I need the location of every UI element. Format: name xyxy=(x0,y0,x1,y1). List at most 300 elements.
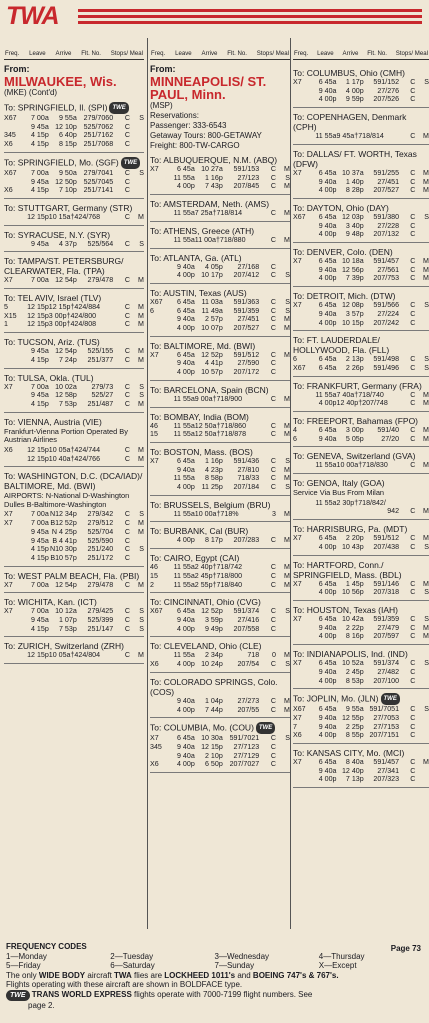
leave-time: 4 00p xyxy=(318,731,337,740)
arrive-time: 8 40a xyxy=(345,758,364,767)
leave-time: 4 15p xyxy=(31,140,49,149)
frequency-code: 6—Saturday xyxy=(110,961,155,970)
flight-number: 591/457 xyxy=(373,758,400,767)
route-destination: To: COPENHAGEN, Denmark (CPH) xyxy=(293,112,407,133)
stops: C xyxy=(124,122,130,131)
origin-code: (MKE) (Cont'd) xyxy=(4,88,58,97)
frequency xyxy=(4,240,24,249)
reservation-line: Reservations: xyxy=(150,111,199,120)
flight-number: 207/527 xyxy=(373,186,400,195)
flight-row xyxy=(293,507,429,516)
meal: S xyxy=(424,588,429,597)
flight-row xyxy=(4,446,144,455)
flight-row xyxy=(4,320,144,329)
stops: C xyxy=(270,580,276,589)
flight-number: 207/526 xyxy=(373,95,400,104)
stops: C xyxy=(124,239,130,248)
stops: C xyxy=(270,607,276,616)
frequency: X7 xyxy=(150,165,159,173)
leave-time: 4 00p xyxy=(318,95,337,104)
stops: C xyxy=(410,318,416,327)
leave-time: 9 45a xyxy=(31,177,49,186)
meal: M xyxy=(423,758,429,767)
frequency xyxy=(150,697,170,706)
stops: C xyxy=(410,426,416,435)
route-block xyxy=(293,412,429,447)
arrive-time: 10 00a†718/830 xyxy=(336,461,388,470)
meal: S xyxy=(285,456,290,465)
flight-row xyxy=(293,222,429,231)
stops: C xyxy=(124,391,130,400)
arrive-time: 2 45p†718/800 xyxy=(194,571,243,580)
leave-time: 4 00p xyxy=(177,705,195,714)
route-destination: To: ZURICH, Switzerland (ZRH) xyxy=(4,641,124,652)
flight-row xyxy=(4,651,144,660)
arrive-time: 8 53p xyxy=(345,676,364,685)
flight-number: 525/27 xyxy=(91,391,114,400)
route-block xyxy=(150,549,290,593)
flight-row xyxy=(293,435,429,444)
stops: C xyxy=(410,766,416,775)
frequency xyxy=(293,624,312,633)
frequency: 4 xyxy=(293,426,297,435)
header-leave: Leave xyxy=(317,50,334,57)
frequency: X7 xyxy=(293,301,302,310)
stops: C xyxy=(270,350,276,359)
flight-number xyxy=(223,430,259,439)
frequency: X7 xyxy=(4,519,13,528)
header-stops: Stops/ Meal xyxy=(395,50,428,57)
leave-time: 4 15p xyxy=(31,553,49,562)
frequency: 6 xyxy=(293,434,297,443)
frequency xyxy=(293,775,312,784)
flight-number: 207/100 xyxy=(373,676,400,685)
stops: C xyxy=(124,399,130,408)
arrive-time: 10 18a xyxy=(341,257,364,266)
flight-number: 207/54 xyxy=(237,660,260,669)
route-block xyxy=(293,377,429,412)
leave-time: 11 55a xyxy=(173,651,195,660)
flight-number: 591/566 xyxy=(373,301,400,310)
leave-time: 7 00a xyxy=(31,580,49,589)
flight-number: 279/425 xyxy=(87,607,114,616)
flight-row xyxy=(4,537,144,546)
frequency: 6 xyxy=(150,306,154,315)
stops: C xyxy=(410,461,416,470)
leave-time: 11 55a xyxy=(173,571,195,580)
arrive-time: 12 54p xyxy=(55,276,77,285)
leave-time: 6 45a xyxy=(177,607,195,616)
flight-row xyxy=(150,422,290,431)
stops: C xyxy=(124,382,130,391)
route-destination: To: CINCINNATI, Ohio (CVG) xyxy=(150,597,261,608)
flight-row xyxy=(150,660,290,669)
meal: M xyxy=(284,182,290,191)
meal: S xyxy=(424,705,429,714)
flight-row xyxy=(4,528,144,537)
leave-time: 6 45a xyxy=(318,363,337,372)
column-3 xyxy=(293,38,429,929)
arrive-time: 12 15p xyxy=(201,742,223,751)
origin-city: MINNEAPOLIS/ ST. PAUL, Minn. xyxy=(150,74,267,102)
route-note: AIRPORTS: N-National D-Washington Dulles B-Baltimore-Washington xyxy=(4,491,130,509)
flight-number: 718/33 xyxy=(237,474,260,483)
flight-row xyxy=(293,78,429,87)
meal: S xyxy=(285,173,290,182)
frequency xyxy=(150,616,170,625)
leave-time: 6 45a xyxy=(177,306,195,315)
leave-time: 9 40a xyxy=(318,86,337,95)
frequency xyxy=(293,95,312,104)
meal xyxy=(130,123,144,132)
flight-number: 591/374 xyxy=(373,659,400,668)
stops: C xyxy=(124,580,130,589)
leave-time: 9 40a xyxy=(318,434,337,443)
frequency: X7 xyxy=(293,534,302,543)
frequency: X7 xyxy=(293,758,302,767)
route-block xyxy=(293,243,429,287)
route-destination: To: BARCELONA, Spain (BCN) xyxy=(150,384,269,395)
arrive-time: 3 57p xyxy=(345,309,364,318)
flight-number: 207/132 xyxy=(373,230,400,239)
route-destination: To: AUSTIN, Texas (AUS) xyxy=(150,287,247,298)
flight-row xyxy=(150,298,290,307)
meal: S xyxy=(424,542,429,551)
meal: S xyxy=(139,168,144,177)
header-freq: Freq. xyxy=(294,50,309,57)
flight-number: 591/512 xyxy=(233,350,260,359)
flight-row xyxy=(4,545,144,554)
route-note: Frankfurt-Vienna Portion Operated By Austrian Airlines xyxy=(4,426,128,445)
stops: C xyxy=(410,542,416,551)
arrive-time: 5 05p xyxy=(345,434,364,443)
flight-number: 27/451 xyxy=(237,315,260,324)
frequency xyxy=(4,554,24,563)
leave-time: 12 15p xyxy=(27,445,49,454)
flight-number xyxy=(223,510,259,519)
meal: S xyxy=(139,624,144,633)
arrive-time: 12 15p†424/884 xyxy=(48,303,101,312)
meal: S xyxy=(424,614,429,623)
leave-time: 9 40a xyxy=(318,722,337,731)
route-destination: To: INDIANAPOLIS, Ind. (IND) xyxy=(293,649,408,660)
leave-time: 4 00p xyxy=(318,775,337,784)
frequency xyxy=(293,132,312,141)
meal: M xyxy=(138,311,144,320)
arrive-time: 2 55p†718/840 xyxy=(194,580,243,589)
arrive-time: 2 25p xyxy=(345,722,364,731)
frequency xyxy=(293,767,312,776)
frequency: X6 xyxy=(150,760,159,769)
leave-time: 6 45a xyxy=(318,758,337,767)
meal: M xyxy=(138,445,144,454)
arrive-time: 1 40p xyxy=(345,177,364,186)
flight-row xyxy=(293,543,429,552)
stops: C xyxy=(124,445,130,454)
frequency xyxy=(4,347,24,356)
flight-row xyxy=(293,274,429,283)
column-header xyxy=(293,38,429,60)
leave-time: 4 00p xyxy=(177,660,195,669)
flight-row xyxy=(150,263,290,272)
meal xyxy=(415,87,429,96)
meal: M xyxy=(423,507,429,516)
stops: C xyxy=(410,722,416,731)
route-destination: To: CLEVELAND, Ohio (CLE) xyxy=(150,641,262,652)
frequency: X7 xyxy=(4,276,13,285)
from-label: From: xyxy=(4,64,30,74)
origin-code: (MSP) xyxy=(150,101,173,110)
flight-row xyxy=(150,395,290,404)
leave-time: 7 00a xyxy=(31,276,49,285)
frequency xyxy=(4,213,24,222)
flight-row xyxy=(293,310,429,319)
flight-number xyxy=(77,455,113,464)
arrive-time: 3 00p†424/800 xyxy=(48,311,97,320)
stops: C xyxy=(270,571,276,580)
route-block xyxy=(293,331,429,376)
flight-number: 207/184 xyxy=(233,483,260,492)
flight-row xyxy=(293,461,429,470)
flight-number: 279/478 xyxy=(87,276,114,285)
meal: M xyxy=(138,519,144,528)
flight-row xyxy=(150,581,290,590)
flight-row xyxy=(150,572,290,581)
arrive-time: N10 30p xyxy=(49,545,77,554)
frequency xyxy=(150,174,170,183)
route-destination: To: BALTIMORE, Md. (BWI) xyxy=(150,340,256,351)
arrive-time: B 4 41p xyxy=(52,536,77,545)
flight-number xyxy=(77,303,113,312)
flight-row xyxy=(293,534,429,543)
stops: C xyxy=(124,168,130,177)
route-destination: To: HOUSTON, Texas (IAH) xyxy=(293,604,399,615)
frequency: X6 xyxy=(293,731,302,740)
meal xyxy=(276,263,290,272)
frequency xyxy=(150,625,170,634)
flight-number: 27/276 xyxy=(377,86,400,95)
flight-row xyxy=(150,474,290,483)
flight-number: 251/7141 xyxy=(83,186,114,195)
leave-time: 9 40a xyxy=(318,221,337,230)
arrive-time: 11 00a†718/880 xyxy=(194,235,246,244)
flight-row xyxy=(4,186,144,195)
arrive-time: 6 40p xyxy=(59,131,77,140)
flight-number: 207/597 xyxy=(373,632,400,641)
flight-number xyxy=(223,572,259,581)
frequency xyxy=(150,324,170,333)
header-arrive: Arrive xyxy=(201,50,218,57)
arrive-time: 8 55p xyxy=(345,731,364,740)
arrive-time: 11 03a xyxy=(201,297,223,306)
stops: C xyxy=(410,632,416,641)
flight-number xyxy=(77,651,113,660)
flight-row xyxy=(4,607,144,616)
leave-time: 6 45a xyxy=(318,78,337,86)
twe-badge: TWE xyxy=(381,693,400,705)
frequency: 15 xyxy=(150,571,158,580)
stops: C xyxy=(410,257,416,266)
stops: C xyxy=(410,274,416,283)
meal: S xyxy=(139,114,144,122)
column-2 xyxy=(150,38,290,929)
flight-row xyxy=(150,706,290,715)
arrive-time: 3 00p xyxy=(345,426,364,435)
frequency: X7 xyxy=(4,580,13,589)
stops: C xyxy=(410,676,416,685)
stops: C xyxy=(410,713,416,722)
frequency xyxy=(293,391,312,400)
arrive-time: 10 30a xyxy=(201,734,223,743)
meal: S xyxy=(285,483,290,492)
flight-number: 591/153 xyxy=(233,165,260,173)
flight-row xyxy=(4,391,144,400)
route-block xyxy=(150,496,290,523)
header-arrive: Arrive xyxy=(342,50,359,57)
meal xyxy=(276,359,290,368)
meal: M xyxy=(423,257,429,266)
flight-row xyxy=(150,697,290,706)
leave-time: 6 45a xyxy=(318,257,337,266)
arrive-time: 4 23p xyxy=(205,465,223,474)
frequency xyxy=(293,266,312,275)
stops: C xyxy=(270,456,276,465)
flight-number: 27/590 xyxy=(237,359,260,368)
meal xyxy=(276,625,290,634)
header-arrive: Arrive xyxy=(55,50,72,57)
flight-row xyxy=(4,178,144,187)
meal xyxy=(415,723,429,732)
arrive-time: 10 27a xyxy=(201,165,223,173)
flight-number: 27/7053 xyxy=(373,713,400,722)
leave-time: 11 55a xyxy=(315,390,337,399)
stops: 0 xyxy=(272,651,276,660)
stops: C xyxy=(410,705,416,714)
meal: S xyxy=(285,660,290,669)
route-destination: To: DAYTON, Ohio (DAY) xyxy=(293,202,389,213)
stops: C xyxy=(410,363,416,372)
stops: C xyxy=(124,303,130,312)
frequency xyxy=(4,178,24,187)
route-block xyxy=(293,287,429,331)
frequency: X15 xyxy=(4,311,17,320)
origin-block xyxy=(4,64,144,98)
frequency xyxy=(150,182,170,191)
flight-row xyxy=(4,114,144,123)
flight-number: 591/359 xyxy=(373,614,400,623)
footer xyxy=(6,942,423,1011)
arrive-time: 2 20p xyxy=(345,534,364,543)
leave-time: 11 55a xyxy=(315,461,337,470)
flight-number: 279/73 xyxy=(91,382,114,391)
leave-time: 9 40a xyxy=(177,696,195,705)
stops: C xyxy=(410,309,416,318)
flight-number: 525/564 xyxy=(87,239,114,248)
flight-number: 591/457 xyxy=(373,257,400,266)
frequency xyxy=(150,271,170,280)
meal: M xyxy=(138,454,144,463)
frequency: X7 xyxy=(4,607,13,616)
stops: C xyxy=(270,536,276,545)
meal xyxy=(415,499,429,508)
meal: M xyxy=(284,651,290,660)
stops: C xyxy=(270,615,276,624)
flight-row xyxy=(293,266,429,275)
route-destination: To: COLUMBIA, Mo. (COU) TWE xyxy=(150,722,290,734)
flight-number xyxy=(364,132,399,141)
leave-time: 11 55a xyxy=(173,563,195,572)
flight-number: 27/451 xyxy=(377,177,400,186)
arrive-time: 7 24p xyxy=(59,355,77,364)
route-block xyxy=(4,369,144,413)
meal: M xyxy=(284,580,290,589)
leave-time: 9 40a xyxy=(318,713,337,722)
flight-row xyxy=(150,752,290,761)
flight-number: 279/7041 xyxy=(83,168,114,177)
route-block xyxy=(4,467,144,566)
stops: C xyxy=(270,262,276,271)
flight-row xyxy=(150,760,290,769)
route-destination: To: WICHITA, Kan. (ICT) xyxy=(4,597,97,608)
stops: C xyxy=(270,359,276,368)
frequency xyxy=(293,461,312,470)
flight-row xyxy=(293,723,429,732)
leave-time: 12 15p xyxy=(27,311,49,320)
meal xyxy=(415,222,429,231)
flight-number xyxy=(223,395,259,404)
flight-number: 591/374 xyxy=(233,607,260,616)
frequency-code: 7—Sunday xyxy=(214,961,255,970)
meal: M xyxy=(284,324,290,333)
leave-time: 11 55a xyxy=(173,394,195,403)
twe-badge: TWE xyxy=(6,990,30,1002)
arrive-time: 12 54p xyxy=(55,580,77,589)
arrive-time: 7 53p xyxy=(59,399,77,408)
flight-row xyxy=(150,182,290,191)
frequency xyxy=(293,677,312,686)
frequency: 46 xyxy=(150,563,158,572)
frequency xyxy=(150,474,170,483)
leave-time: 4 00p xyxy=(177,271,195,280)
boldface-note: Flights operating with these aircraft are shown in BOLDFACE type. xyxy=(6,980,243,989)
meal: M xyxy=(138,651,144,660)
origin-city: MILWAUKEE, Wis. xyxy=(4,74,117,89)
flight-row xyxy=(150,510,290,519)
route-block xyxy=(150,249,290,284)
flight-number xyxy=(77,320,113,329)
flight-row xyxy=(293,767,429,776)
leave-time: 12 15p xyxy=(27,212,49,221)
leave-time: 4 00p xyxy=(318,274,337,283)
flight-number: 525/155 xyxy=(87,347,114,356)
meal: M xyxy=(284,563,290,572)
route-destination: To: TUCSON, Ariz. (TUS) xyxy=(4,337,100,348)
twe-badge: TWE xyxy=(109,102,128,114)
flight-number: 591/152 xyxy=(373,78,400,86)
leave-time: 4 00p xyxy=(177,368,195,377)
flight-row xyxy=(4,303,144,312)
arrive-time: 2 22p xyxy=(345,623,364,632)
flight-number: 525/7045 xyxy=(83,177,114,186)
frequency xyxy=(150,483,170,492)
frequency xyxy=(4,391,24,400)
arrive-time: 2 13p xyxy=(345,355,364,364)
stops: C xyxy=(410,355,416,364)
flight-number: 251/377 xyxy=(87,355,114,364)
flight-row xyxy=(150,359,290,368)
flight-number xyxy=(223,581,259,590)
flight-row xyxy=(150,616,290,625)
